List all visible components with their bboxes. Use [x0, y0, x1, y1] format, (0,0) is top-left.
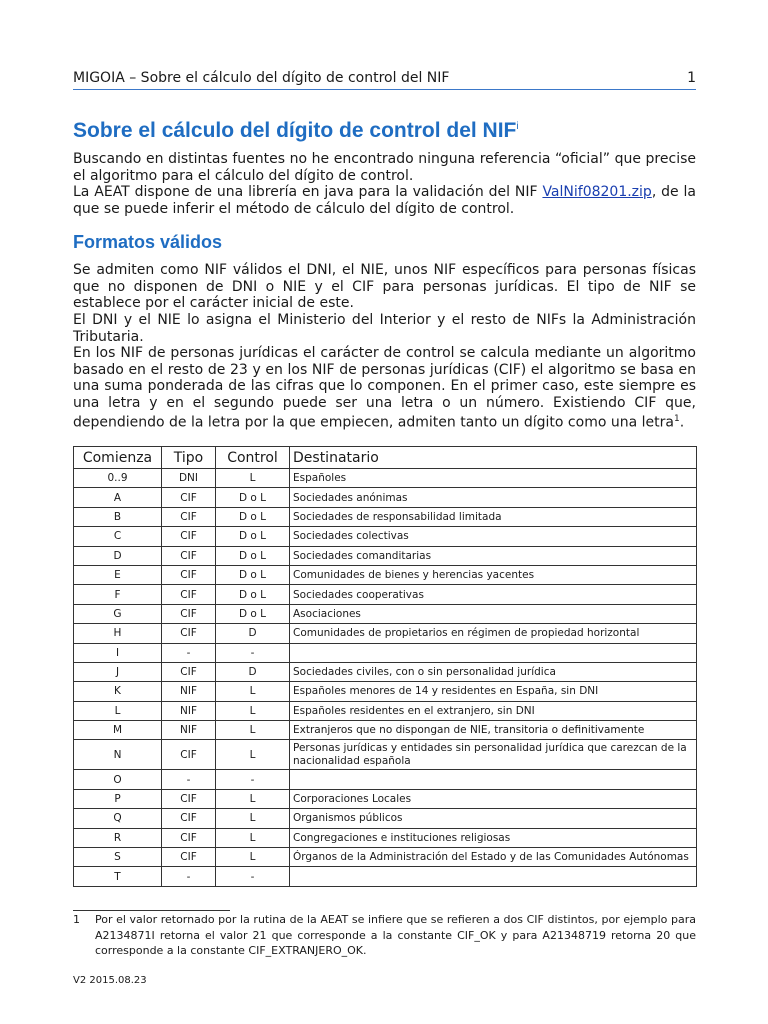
footnote-number: 1: [73, 913, 80, 926]
table-row: [74, 469, 697, 488]
cell-destinatario: Sociedades cooperativas: [290, 585, 697, 604]
table-row: [74, 740, 697, 770]
cell-control: D: [216, 662, 290, 681]
cell-comienza: I: [74, 643, 162, 662]
table-row: [74, 546, 697, 565]
cell-comienza: M: [74, 721, 162, 740]
cell-destinatario: Sociedades colectivas: [290, 527, 697, 546]
cell-tipo: NIF: [162, 701, 216, 720]
header-comienza: Comienza: [74, 447, 162, 469]
table-row: [74, 643, 697, 662]
nif-formats-table: [73, 446, 697, 887]
cell-control: D o L: [216, 565, 290, 584]
cell-control: L: [216, 469, 290, 488]
cell-tipo: CIF: [162, 565, 216, 584]
cell-comienza: B: [74, 507, 162, 526]
intro-text-after-link: , de la que se puede inferir el método de cálculo del dígito de control.: [73, 184, 697, 217]
cell-control: L: [216, 828, 290, 847]
cell-comienza: A: [74, 488, 162, 507]
cell-tipo: CIF: [162, 828, 216, 847]
version-label: V2 2015.08.23: [73, 975, 147, 986]
intro-paragraph-2: [73, 184, 696, 217]
cell-control: L: [216, 809, 290, 828]
cell-destinatario: Organismos públicos: [290, 809, 697, 828]
header-control: Control: [216, 447, 290, 469]
cell-comienza: N: [74, 740, 162, 770]
cell-tipo: -: [162, 867, 216, 886]
cell-tipo: CIF: [162, 604, 216, 623]
cell-comienza: D: [74, 546, 162, 565]
cell-control: L: [216, 721, 290, 740]
cell-tipo: CIF: [162, 507, 216, 526]
table-header-row: [74, 447, 697, 469]
cell-tipo: CIF: [162, 662, 216, 681]
cell-control: D o L: [216, 488, 290, 507]
cell-tipo: CIF: [162, 546, 216, 565]
cell-control: D o L: [216, 604, 290, 623]
cell-comienza: J: [74, 662, 162, 681]
cell-destinatario: Órganos de la Administración del Estado y de las Comunidades Autónomas: [290, 848, 697, 867]
cell-destinatario: Sociedades civiles, con o sin personalidad jurídica: [290, 662, 697, 681]
table-row: [74, 809, 697, 828]
table-row: [74, 604, 697, 623]
cell-tipo: CIF: [162, 488, 216, 507]
cell-destinatario: Comunidades de bienes y herencias yacentes: [290, 565, 697, 584]
cell-control: L: [216, 701, 290, 720]
cell-destinatario: Españoles: [290, 469, 697, 488]
intro-text-before-link: La AEAT dispone de una librería en java para la validación del NIF: [73, 184, 543, 200]
period: .: [679, 414, 685, 431]
cell-destinatario: Asociaciones: [290, 604, 697, 623]
body-paragraph-2: El DNI y el NIE lo asigna el Ministerio del Interior y el resto de NIFs la Administración Tributaria.: [73, 312, 696, 345]
table-row: [74, 585, 697, 604]
cell-destinatario: [290, 643, 697, 662]
cell-tipo: CIF: [162, 585, 216, 604]
footnote: [73, 912, 696, 959]
cell-control: -: [216, 770, 290, 789]
cell-comienza: C: [74, 527, 162, 546]
table-row: [74, 662, 697, 681]
cell-tipo: CIF: [162, 848, 216, 867]
document-title: [73, 119, 519, 143]
table-row: [74, 770, 697, 789]
page-number: 1: [687, 70, 696, 86]
intro-paragraph-1: Buscando en distintas fuentes no he encontrado ninguna referencia “oficial” que precise el algoritmo para el cálculo del dígito de control.: [73, 151, 696, 184]
cell-tipo: CIF: [162, 740, 216, 770]
cell-tipo: CIF: [162, 809, 216, 828]
body-paragraph-1: Se admiten como NIF válidos el DNI, el NIE, unos NIF específicos para personas físicas que no disponen de DNI o NIE y el CIF para personas jurídicas. El tipo de NIF se establece por el carácter inicial de este.: [73, 262, 696, 311]
cell-tipo: -: [162, 643, 216, 662]
cell-destinatario: Sociedades de responsabilidad limitada: [290, 507, 697, 526]
cell-tipo: CIF: [162, 624, 216, 643]
body-paragraph-3: [73, 345, 696, 431]
cell-comienza: S: [74, 848, 162, 867]
section-heading: Formatos válidos: [73, 232, 223, 252]
cell-destinatario: Sociedades comanditarias: [290, 546, 697, 565]
cell-comienza: 0..9: [74, 469, 162, 488]
cell-control: L: [216, 682, 290, 701]
cell-destinatario: Personas jurídicas y entidades sin personalidad jurídica que carezcan de la nacionalidad española: [290, 740, 697, 770]
cell-control: -: [216, 867, 290, 886]
valnif-download-link[interactable]: ValNif08201.zip: [542, 184, 652, 200]
footnote-separator: [73, 910, 230, 911]
cell-control: L: [216, 848, 290, 867]
cell-comienza: G: [74, 604, 162, 623]
cell-destinatario: Españoles menores de 14 y residentes en España, sin DNI: [290, 682, 697, 701]
document-title-text: Sobre el cálculo del dígito de control del NIF: [73, 119, 517, 142]
title-endnote-ref[interactable]: i: [516, 121, 519, 132]
cell-control: D o L: [216, 546, 290, 565]
cell-control: D o L: [216, 585, 290, 604]
cell-tipo: DNI: [162, 469, 216, 488]
table-row: [74, 682, 697, 701]
table-row: [74, 488, 697, 507]
footnote-ref[interactable]: 1: [673, 414, 680, 424]
cell-destinatario: [290, 867, 697, 886]
body-paragraph-3-text: En los NIF de personas jurídicas el carácter de control se calcula mediante un algoritmo basado en el resto de 23 y en los NIF de personas jurídicas (CIF) el algoritmo se basa en una suma ponderada de las cifras que lo componen. En el primer caso, este siempre es una letra y en el segundo puede ser una letra o un número. Existiendo CIF que, dependiendo de la letra por la que empiecen, admiten tanto un dígito como una letra: [73, 345, 696, 431]
cell-tipo: NIF: [162, 682, 216, 701]
cell-destinatario: Extranjeros que no dispongan de NIE, transitoria o definitivamente: [290, 721, 697, 740]
cell-control: D o L: [216, 527, 290, 546]
cell-comienza: P: [74, 789, 162, 808]
cell-control: L: [216, 789, 290, 808]
cell-destinatario: Corporaciones Locales: [290, 789, 697, 808]
cell-comienza: T: [74, 867, 162, 886]
cell-tipo: NIF: [162, 721, 216, 740]
cell-control: D: [216, 624, 290, 643]
cell-comienza: K: [74, 682, 162, 701]
table-row: [74, 721, 697, 740]
cell-tipo: CIF: [162, 527, 216, 546]
header-title: MIGOIA – Sobre el cálculo del dígito de control del NIF: [73, 70, 450, 86]
cell-destinatario: Españoles residentes en el extranjero, sin DNI: [290, 701, 697, 720]
cell-comienza: F: [74, 585, 162, 604]
page-header: [73, 70, 696, 90]
cell-destinatario: [290, 770, 697, 789]
cell-control: L: [216, 740, 290, 770]
cell-comienza: O: [74, 770, 162, 789]
table-row: [74, 789, 697, 808]
table-row: [74, 828, 697, 847]
cell-comienza: R: [74, 828, 162, 847]
cell-control: D o L: [216, 507, 290, 526]
cell-tipo: -: [162, 770, 216, 789]
table-row: [74, 565, 697, 584]
cell-destinatario: Congregaciones e instituciones religiosas: [290, 828, 697, 847]
table-row: [74, 507, 697, 526]
cell-comienza: Q: [74, 809, 162, 828]
cell-comienza: E: [74, 565, 162, 584]
cell-destinatario: Comunidades de propietarios en régimen de propiedad horizontal: [290, 624, 697, 643]
table-row: [74, 701, 697, 720]
table-row: [74, 848, 697, 867]
table-row: [74, 527, 697, 546]
header-tipo: Tipo: [162, 447, 216, 469]
cell-comienza: H: [74, 624, 162, 643]
cell-destinatario: Sociedades anónimas: [290, 488, 697, 507]
cell-tipo: CIF: [162, 789, 216, 808]
cell-comienza: L: [74, 701, 162, 720]
footnote-text: Por el valor retornado por la rutina de la AEAT se infiere que se refieren a dos CIF distintos, por ejemplo para A2134871I retorna el valor 21 que corresponde a la constante CIF_OK y para A21348719 retorna 20 que corresponde a la constante CIF_EXTRANJERO_OK.: [95, 913, 696, 957]
cell-control: -: [216, 643, 290, 662]
table-row: [74, 624, 697, 643]
table-row: [74, 867, 697, 886]
header-destinatario: Destinatario: [290, 447, 697, 469]
